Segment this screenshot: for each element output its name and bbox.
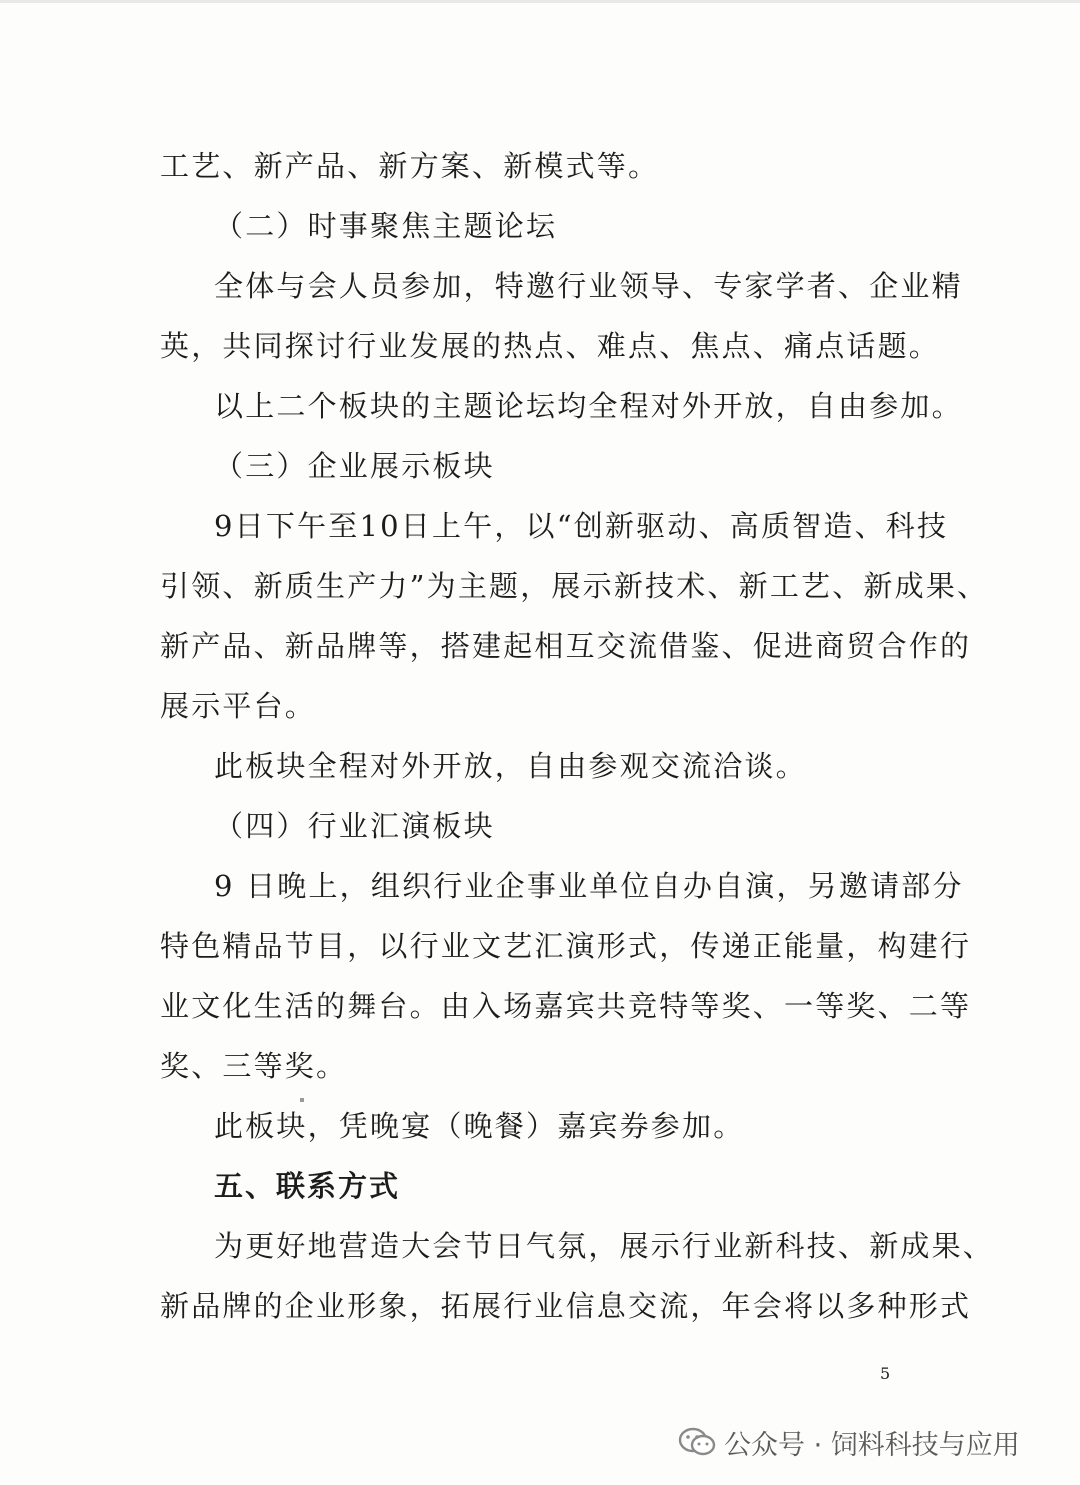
text-line-7: 9日下午至10日上午，以“创新驱动、高质智造、科技 xyxy=(214,509,949,543)
text-line-14: 特色精品节目，以行业文艺汇演形式，传递正能量，构建行 xyxy=(160,929,972,963)
text-line-1: 工艺、新产品、新方案、新模式等。 xyxy=(160,149,660,183)
watermark-text: 公众号 · 饲料科技与应用 xyxy=(724,1429,1020,1461)
section-heading-3: （三）企业展示板块 xyxy=(214,449,495,483)
scan-speck xyxy=(300,1098,304,1102)
text-line-19: 为更好地营造大会节日气氛，展示行业新科技、新成果、 xyxy=(214,1229,995,1263)
section-heading-4: （四）行业汇演板块 xyxy=(214,809,495,843)
page-number: 5 xyxy=(880,1364,891,1383)
text-line-3: 全体与会人员参加，特邀行业领导、专家学者、企业精 xyxy=(214,269,963,303)
watermark xyxy=(678,1422,1020,1462)
text-line-20: 新品牌的企业形象，拓展行业信息交流，年会将以多种形式 xyxy=(160,1289,972,1323)
text-line-11: 此板块全程对外开放，自由参观交流洽谈。 xyxy=(214,749,807,783)
scan-edge xyxy=(0,0,1080,3)
text-line-17: 此板块，凭晚宴（晚餐）嘉宾券参加。 xyxy=(214,1109,745,1143)
section-heading-5: 五、联系方式 xyxy=(214,1169,401,1203)
text-line-5: 以上二个板块的主题论坛均全程对外开放，自由参加。 xyxy=(214,389,963,423)
text-line-10: 展示平台。 xyxy=(160,689,317,723)
text-line-4: 英，共同探讨行业发展的热点、难点、焦点、痛点话题。 xyxy=(160,329,941,363)
section-heading-2: （二）时事聚焦主题论坛 xyxy=(214,209,558,243)
text-line-15: 业文化生活的舞台。由入场嘉宾共竞特等奖、一等奖、二等 xyxy=(160,989,972,1023)
text-line-9: 新产品、新品牌等，搭建起相互交流借鉴、促进商贸合作的 xyxy=(160,629,972,663)
text-line-13: 9 日晚上，组织行业企事业单位自办自演，另邀请部分 xyxy=(214,869,964,903)
text-line-8: 引领、新质生产力”为主题，展示新技术、新工艺、新成果、 xyxy=(160,569,989,603)
wechat-icon xyxy=(678,1426,716,1458)
text-line-16: 奖、三等奖。 xyxy=(160,1049,348,1083)
